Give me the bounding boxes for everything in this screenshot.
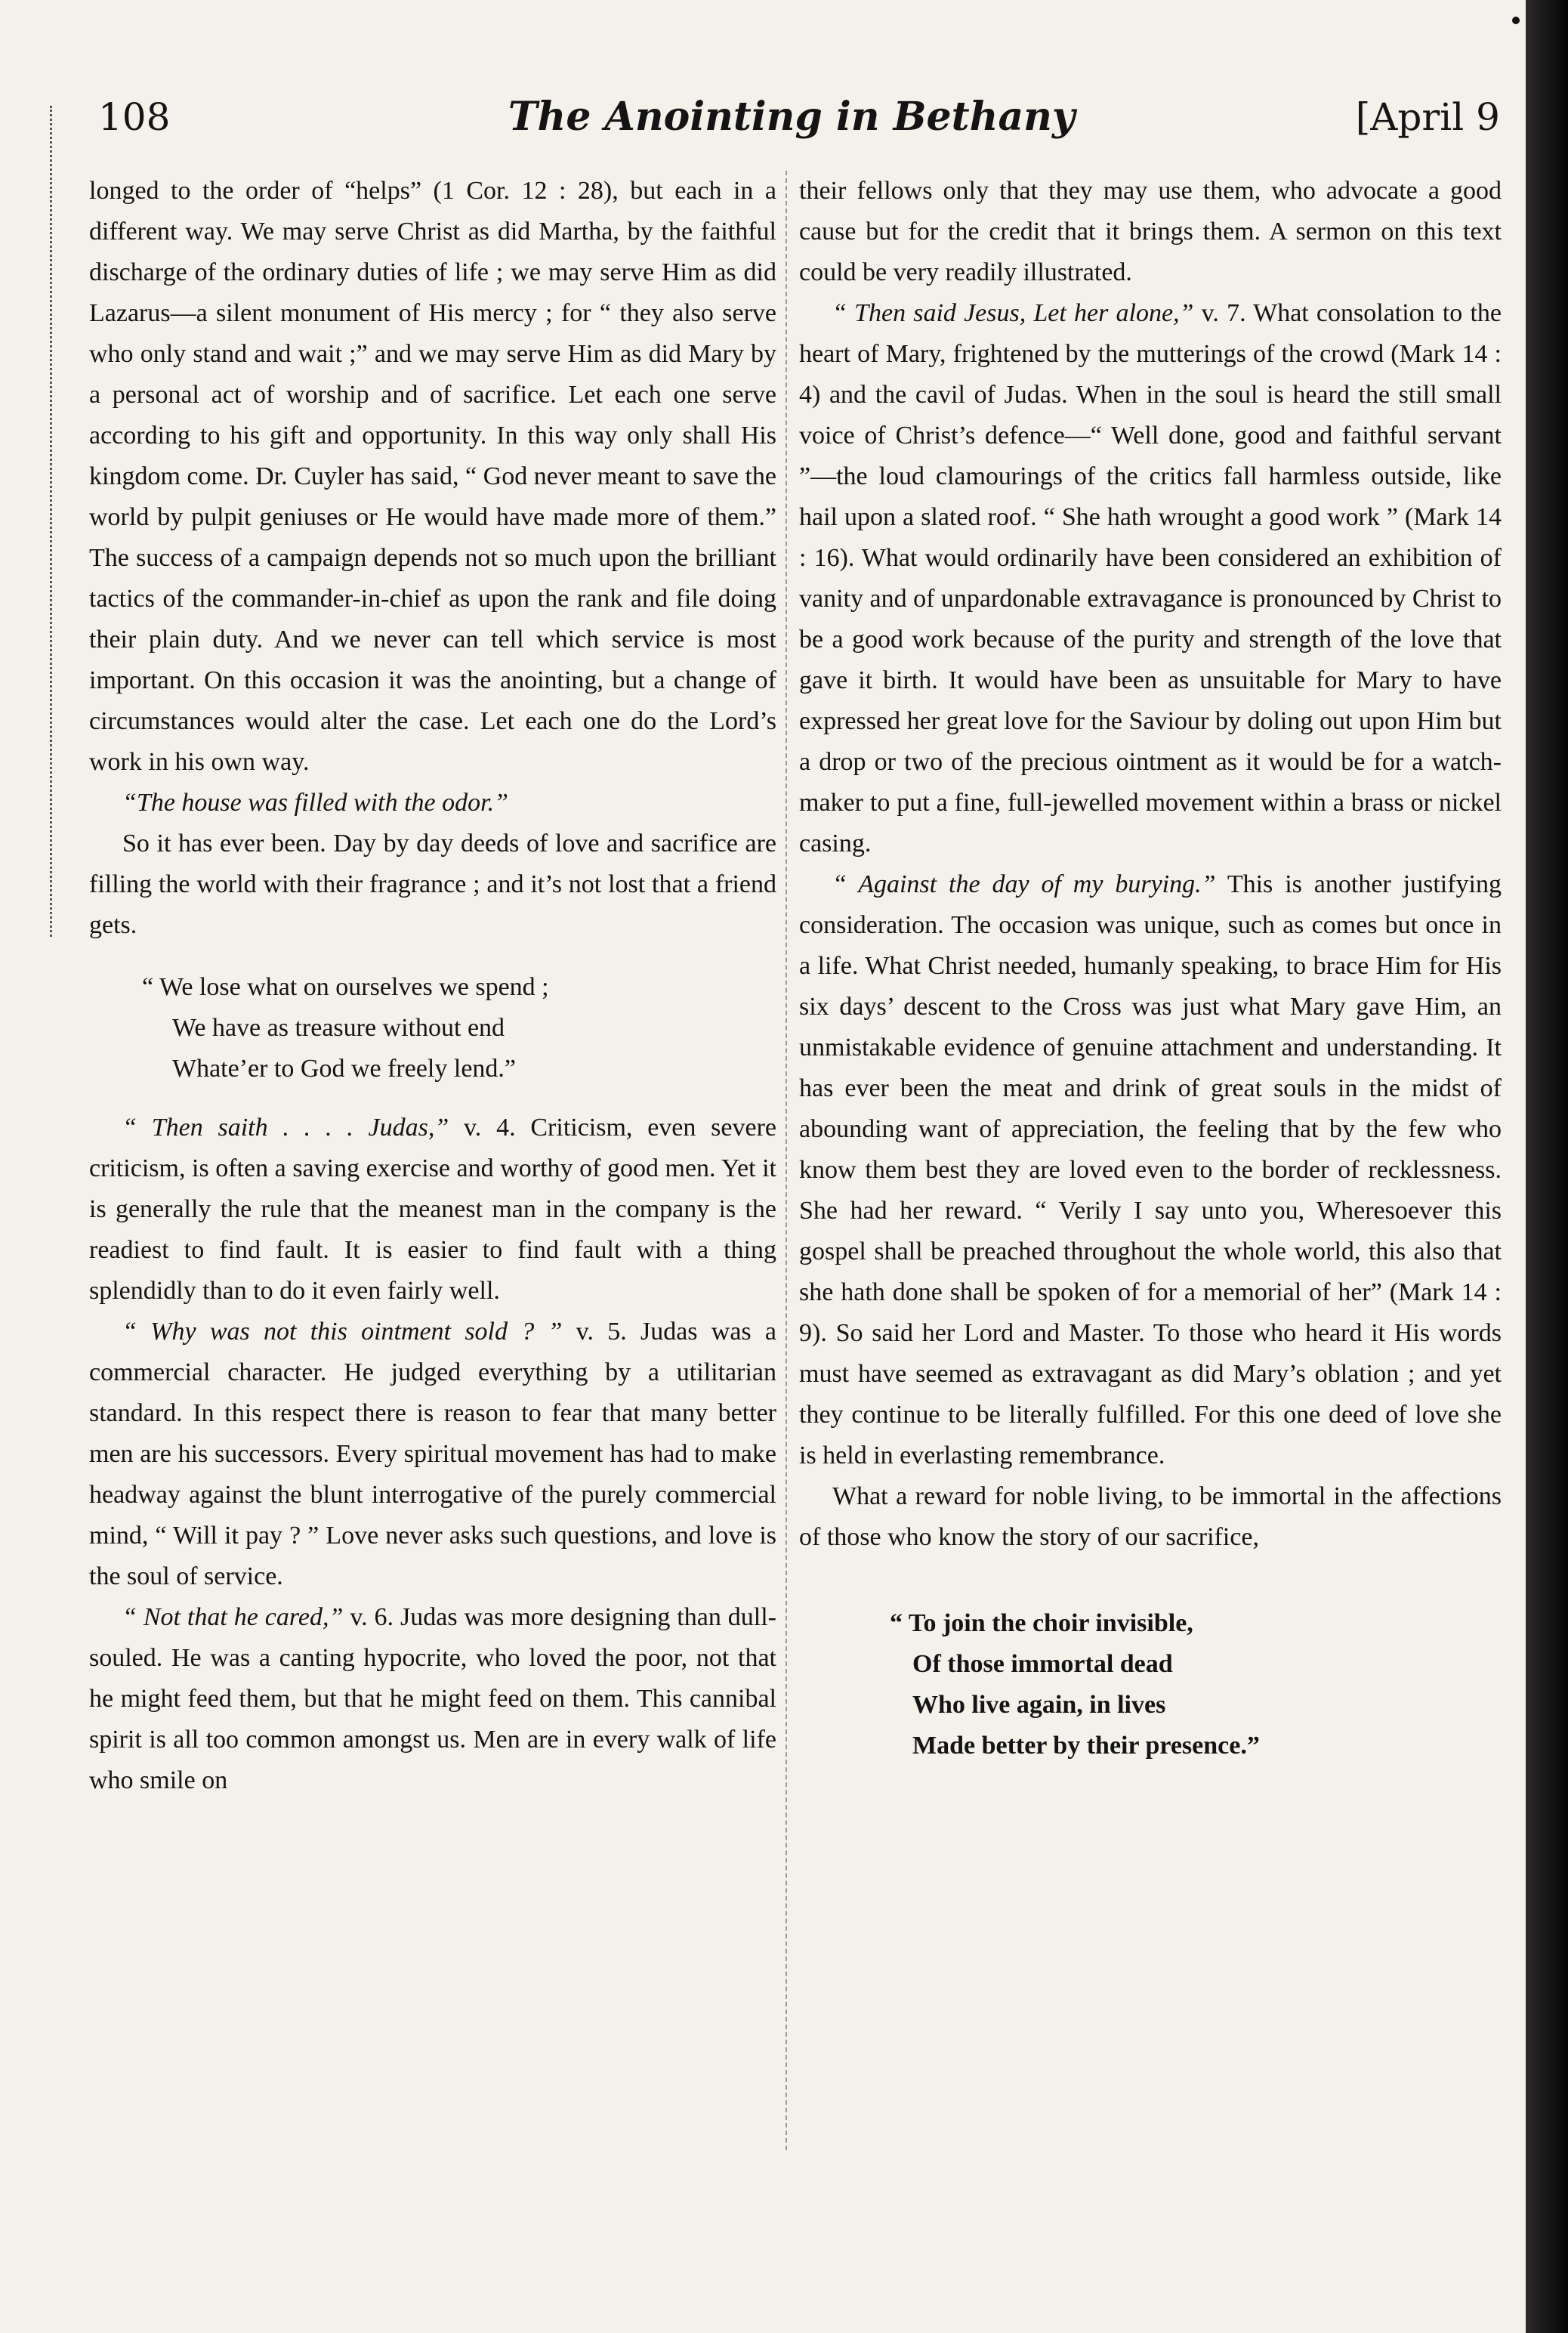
paragraph-lead: “ Then said Jesus, Let her alone,”: [832, 299, 1194, 327]
verse-line: Whate’er to God we freely lend.”: [172, 1055, 516, 1083]
verse-line: “ We lose what on ourselves we spend ;: [142, 973, 549, 1001]
page-edge-shadow: [1526, 0, 1568, 2333]
paragraph: So it has ever been. Day by day deeds of love and sacrifice are filling the world with their fragrance ; and it’s not lost that a friend gets.: [89, 830, 776, 939]
paragraph: “ Against the day of my burying.” This is another justifying consideration. The occasion was unique, such as comes but once in a life. What Christ needed, humanly speaking, to brace Him for His six days’ descent to the Cross was just what Mary gave Him, an unmistakable evidence of genuine attachment and understanding. It has ever been the meat and drink of great souls in the midst of abounding want of appreciation, the feeling that by the few who know them best they are loved even to the border of recklessness. She had her reward. “ Verily I say unto you, Wheresoever this gospel shall be preached throughout the whole world, this also that she hath done shall be spoken of for a memorial of her” (Mark 14 : 9). So said her Lord and Master. To those who heard it His words must have seemed as extravagant as did Mary’s oblation ; and yet they continue to be literally fulfilled. For this one deed of love she is held in everlasting remembrance.: [799, 870, 1502, 1469]
verse-line: We have as treasure without end: [172, 1014, 505, 1042]
page-header: [83, 89, 1500, 150]
issue-date: [April 9: [1355, 95, 1500, 139]
verse-quote: [89, 967, 776, 1089]
running-title: The Anointing in Bethany: [508, 94, 1076, 140]
paragraph: their fellows only that they may use them, who advocate a good cause but for the credit that it brings them. A sermon on this text could be very readily illustrated.: [799, 177, 1502, 286]
paragraph-lead: “ Then saith . . . . Judas,”: [122, 1114, 449, 1142]
page-number: 108: [98, 95, 171, 139]
fold-line: [50, 106, 52, 937]
verse-line: Who live again, in lives: [912, 1691, 1166, 1719]
verse-line: Made better by their presence.”: [912, 1732, 1260, 1760]
paragraph-lead: “ Why was not this ointment sold ? ”: [122, 1318, 563, 1346]
left-column: [89, 171, 776, 1801]
section-heading: “The house was filled with the odor.”: [122, 789, 508, 817]
paragraph-lead: “ Against the day of my burying.”: [832, 870, 1216, 898]
paragraph: What a reward for noble living, to be immortal in the affections of those who know the story of our sacrifice,: [799, 1482, 1502, 1551]
paragraph: “ Not that he cared,” v. 6. Judas was more designing than dull-souled. He was a canting hypocrite, who loved the poor, not that he might feed them, but that he might feed on them. This cannibal spirit is all too common amongst us. Men are in every walk of life who smile on: [89, 1603, 776, 1794]
column-divider: [786, 171, 787, 2150]
verse-line: “ To join the choir invisible,: [890, 1609, 1193, 1637]
paragraph-lead: “ Not that he cared,”: [122, 1603, 344, 1631]
verse-line: Of those immortal dead: [912, 1650, 1173, 1678]
closing-verse: [799, 1603, 1502, 1766]
right-column: [799, 171, 1502, 1766]
edge-mark: [1512, 17, 1520, 24]
paragraph: “ Then saith . . . . Judas,” v. 4. Criticism, even severe criticism, is often a saving exercise and worthy of good men. Yet it is generally the rule that the meanest man in the company is the readiest to find fault. It is easier to find fault with a thing splendidly than to do it even fairly well.: [89, 1114, 776, 1305]
paragraph: “ Why was not this ointment sold ? ” v. 5. Judas was a commercial character. He judged everything by a utilitarian standard. In this respect there is reason to fear that many better men are his successors. Every spiritual movement has had to make headway against the blunt interrogative of the purely commercial mind, “ Will it pay ? ” Love never asks such questions, and love is the soul of service.: [89, 1318, 777, 1590]
paragraph: “ Then said Jesus, Let her alone,” v. 7. What consolation to the heart of Mary, frightened by the mutterings of the crowd (Mark 14 : 4) and the cavil of Judas. When in the soul is heard the still small voice of Christ’s defence—“ Well done, good and faithful servant ”—the loud clamourings of the critics fall harmless outside, like hail upon a slated roof. “ She hath wrought a good work ” (Mark 14 : 16). What would ordinarily have been considered an exhibition of vanity and of unpardonable extravagance is pronounced by Christ to be a good work because of the purity and strength of the love that gave it birth. It would have been as unsuitable for Mary to have expressed her great love for the Saviour by doling out upon Him but a drop or two of the precious ointment as it would be for a watch-maker to put a fine, full-jewelled movement within a brass or nickel casing.: [799, 299, 1502, 857]
paragraph: longed to the order of “helps” (1 Cor. 12 : 28), but each in a different way. We may serve Christ as did Martha, by the faithful discharge of the ordinary duties of life ; we may serve Him as did Lazarus—a silent monument of His mercy ; for “ they also serve who only stand and wait ;” and we may serve Him as did Mary by a personal act of worship and of sacrifice. Let each one serve according to his gift and opportunity. In this way only shall His kingdom come. Dr. Cuyler has said, “ God never meant to save the world by pulpit geniuses or He would have made more of them.” The success of a campaign depends not so much upon the brilliant tactics of the commander-in-chief as upon the rank and file doing their plain duty. And we never can tell which service is most important. On this occasion it was the anointing, but a change of circumstances would alter the case. Let each one do the Lord’s work in his own way.: [89, 177, 776, 776]
